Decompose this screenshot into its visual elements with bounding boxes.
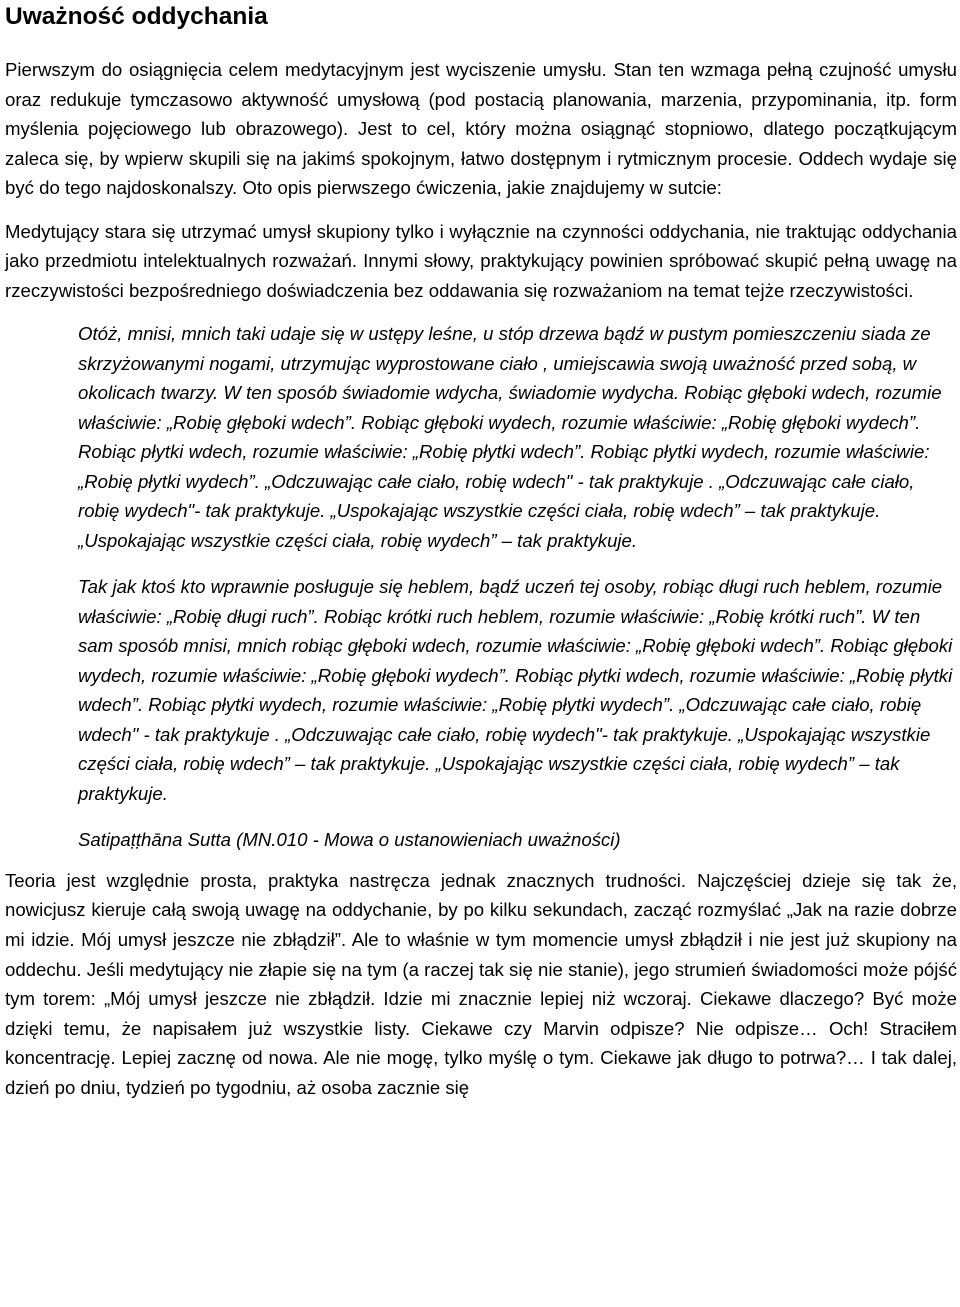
sutta-quote-second: Tak jak ktoś kto wprawnie posługuje się heblem, bądź uczeń tej osoby, robiąc długi ruch heblem, rozumie właściwie: „Robię długi ruch”. Robiąc krótki ruch heblem, rozumie właściwie: „Robię krótki ruch”. W ten sam sposób mnisi, mnich robiąc głęboki wdech, rozumie właściwie: „Robię głęboki wdech”. Robiąc głęboki wydech, rozumie właściwie: „Robię głęboki wydech”. Robiąc płytki wdech, rozumie właściwie: „Robię płytki wdech”. Robiąc płytki wydech, rozumie właściwie: „Robię płytki wydech”. „Odczuwając całe ciało, robię wdech" - tak praktykuje . „Odczuwając całe ciało, robię wydech"- tak praktykuje. „Uspokajając wszystkie części ciała, robię wdech” – tak praktykuje. „Uspokajając wszystkie części ciała, robię wydech” – tak praktykuje. (78, 576, 953, 804)
page-title: Uważność oddychania (5, 3, 268, 30)
document-page (5, 0, 957, 1102)
sutta-quote-first: Otóż, mnisi, mnich taki udaje się w ustępy leśne, u stóp drzewa bądź w pustym pomieszczeniu siada ze skrzyżowanymi nogami, utrzymując wyprostowane ciało , umiejscawia swoją uważność przed sobą, w okolicach twarzy. W ten sposób świadomie wdycha, świadomie wydycha. Robiąc głęboki wdech, rozumie właściwie: „Robię głęboki wdech”. Robiąc głęboki wydech, rozumie właściwie: „Robię głęboki wydech”. Robiąc płytki wdech, rozumie właściwie: „Robię płytki wdech”. Robiąc płytki wydech, rozumie właściwie: „Robię płytki wydech”. „Odczuwając całe ciało, robię wdech" - tak praktykuje . „Odczuwając całe ciało, robię wydech"- tak praktykuje. „Uspokajając wszystkie części ciała, robię wdech” – tak praktykuje. „Uspokajając wszystkie części ciała, robię wydech” – tak praktykuje. (78, 323, 942, 551)
practice-paragraph: Medytujący stara się utrzymać umysł skupiony tylko i wyłącznie na czynności oddychania, nie traktując oddychania jako przedmiotu intelektualnych rozważań. Innymi słowy, praktykujący powinien spróbować skupić pełną uwagę na rzeczywistości bezpośredniego doświadczenia bez oddawania się rozważaniom na temat tejże rzeczywistości. (5, 220, 957, 301)
sutta-source: Satipaṭṭhāna Sutta (MN.010 - Mowa o ustanowieniach uważności) (78, 829, 621, 851)
theory-paragraph: Teoria jest względnie prosta, praktyka nastręcza jednak znacznych trudności. Najczęściej dzieje się tak że, nowicjusz kieruje całą swoją uwagę na oddychanie, by po kilku sekundach, zacząć rozmyślać „Jak na razie dobrze mi idzie. Mój umysł jeszcze nie zbłądził”. Ale to właśnie w tym momencie umysł zbłądził i nie jest już skupiony na oddechu. Jeśli medytujący nie złapie się na tym (a raczej tak się nie stanie), jego strumień świadomości może pójść tym torem: „Mój umysł jeszcze nie zbłądził. Idzie mi znacznie lepiej niż wczoraj. Ciekawe dlaczego? Być może dzięki temu, że napisałem już wszystkie listy. Ciekawe czy Marvin odpisze? Nie odpisze… Och! Straciłem koncentrację. Lepiej zacznę od nowa. Ale nie mogę, tylko myślę o tym. Ciekawe jak długo to potrwa?… I tak dalej, dzień po dniu, tydzień po tygodniu, aż osoba zacznie się (5, 869, 957, 1098)
intro-paragraph: Pierwszym do osiągnięcia celem medytacyjnym jest wyciszenie umysłu. Stan ten wzmaga pełną czujność umysłu oraz redukuje tymczasowo aktywność umysłową (pod postacią planowania, marzenia, przypominania, itp. form myślenia pojęciowego lub obrazowego). Jest to cel, który można osiągnąć stopniowo, dlatego początkującym zaleca się, by wpierw skupili się na jakimś spokojnym, łatwo dostępnym i rytmicznym procesie. Oddech wydaje się być do tego najdoskonalszy. Oto opis pierwszego ćwiczenia, jakie znajdujemy w sutcie: (5, 59, 957, 199)
